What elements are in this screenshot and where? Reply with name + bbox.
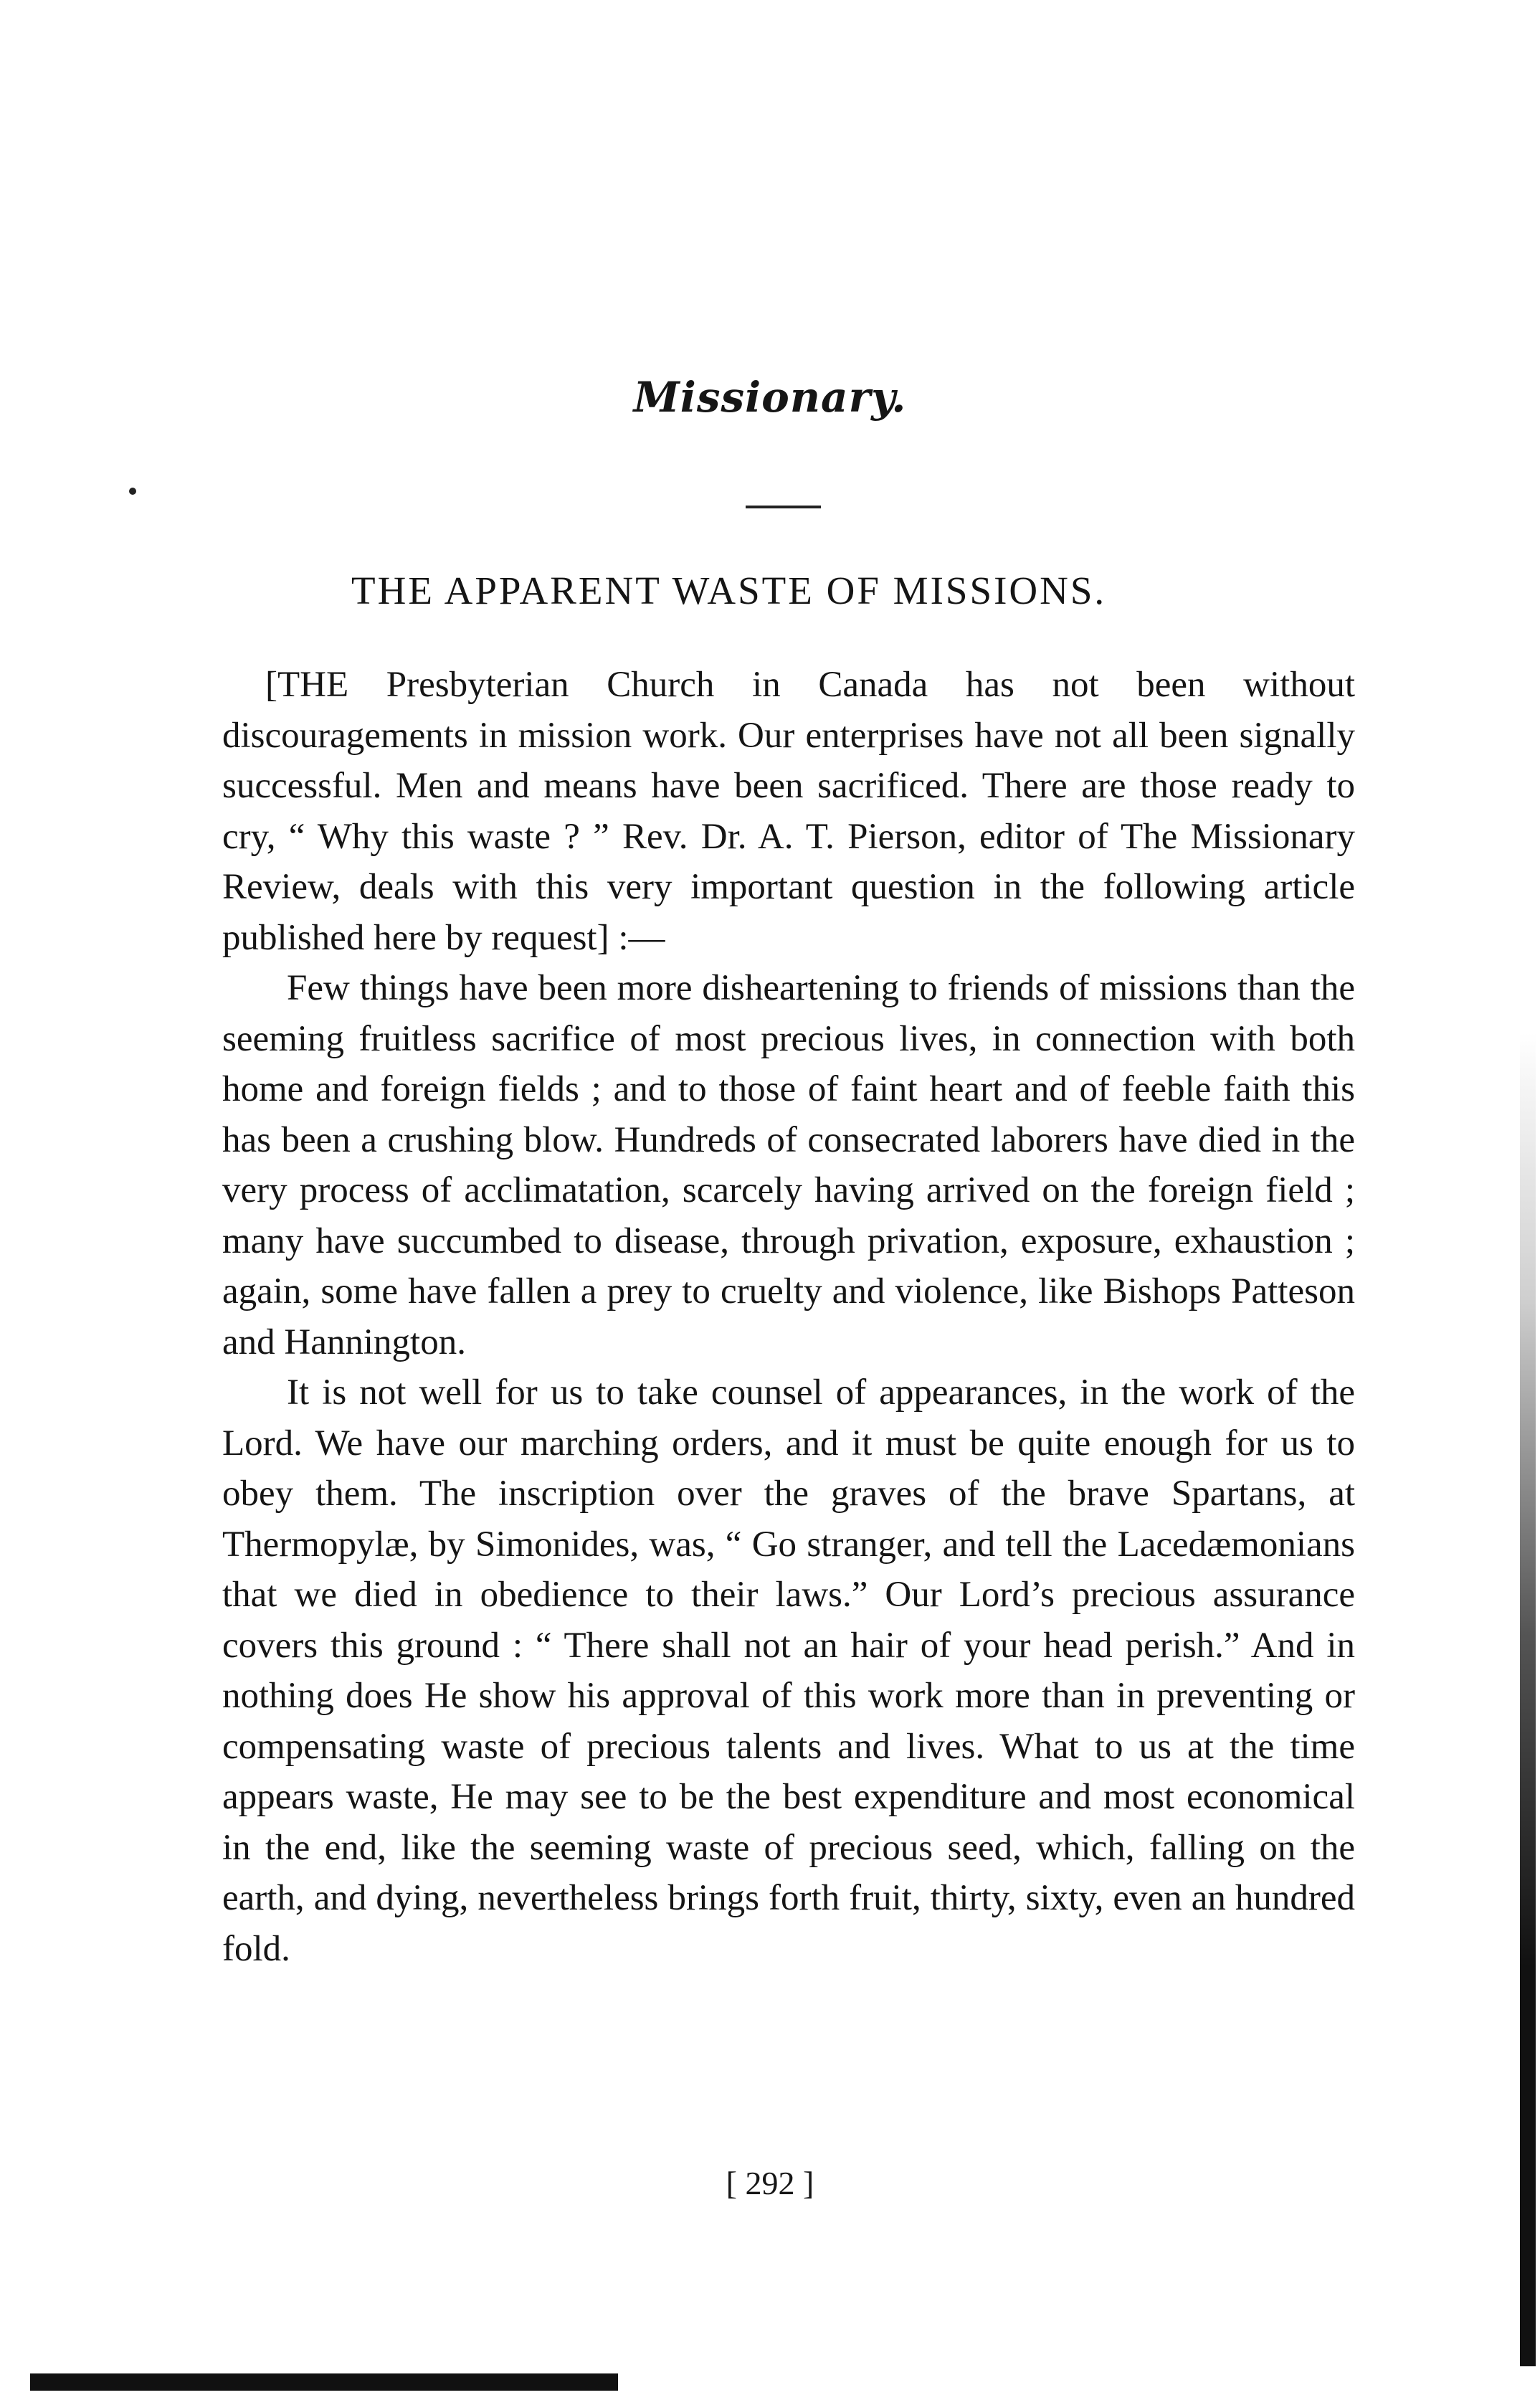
ink-speck bbox=[129, 488, 136, 495]
section-heading: Missionary. bbox=[633, 373, 907, 422]
scan-edge-right bbox=[1520, 1033, 1536, 2366]
scan-edge-bottom bbox=[30, 2373, 618, 2391]
article-body bbox=[222, 660, 1355, 1974]
body-paragraph-2: It is not well for us to take counsel of appearances, in the work of the Lord. We have our marching orders, and it must be quite enough for us to obey them. The inscription over the graves of the brave Spartans, at Thermopylæ, by Simonides, was, “ Go stranger, and tell the Lacedæmonians that we died in obedience to their laws.” Our Lord’s precious assurance covers this ground : “ There shall not an hair of your head perish.” And in nothing does He show his approval of this work more than in preventing or compensating waste of precious talents and lives. What to us at the time appears waste, He may see to be the best expenditure and most economical in the end, like the seeming waste of precious seed, which, falling on the earth, and dying, nevertheless brings forth fruit, thirty, sixty, even an hundred fold. bbox=[222, 1372, 1355, 1969]
editorial-note-paragraph: [THE Presbyterian Church in Canada has not been without discouragements in mission work. Our enterprises have not all been signally successful. Men and means have been sacrificed. There are those ready to cry, “ Why this waste ? ” Rev. Dr. A. T. Pierson, editor of The Missionary Review, deals with this very important question in the following article published here by request] :— bbox=[222, 665, 1355, 958]
body-paragraph-1: Few things have been more disheartening to friends of missions than the seeming fruitless sacrifice of most precious lives, in connection with both home and foreign fields ; and to those of faint heart and of feeble faith this has been a crushing blow. Hundreds of consecrated laborers have died in the very process of acclimatation, scarcely having arrived on the foreign field ; many have succumbed to disease, through privation, exposure, exhaustion ; again, some have fallen a prey to cruelty and violence, like Bishops Patteson and Hannington. bbox=[222, 968, 1355, 1362]
heading-rule bbox=[746, 506, 821, 508]
page-number: [ 292 ] bbox=[726, 2165, 814, 2201]
article-title: THE APPARENT WASTE OF MISSIONS. bbox=[351, 569, 1107, 612]
